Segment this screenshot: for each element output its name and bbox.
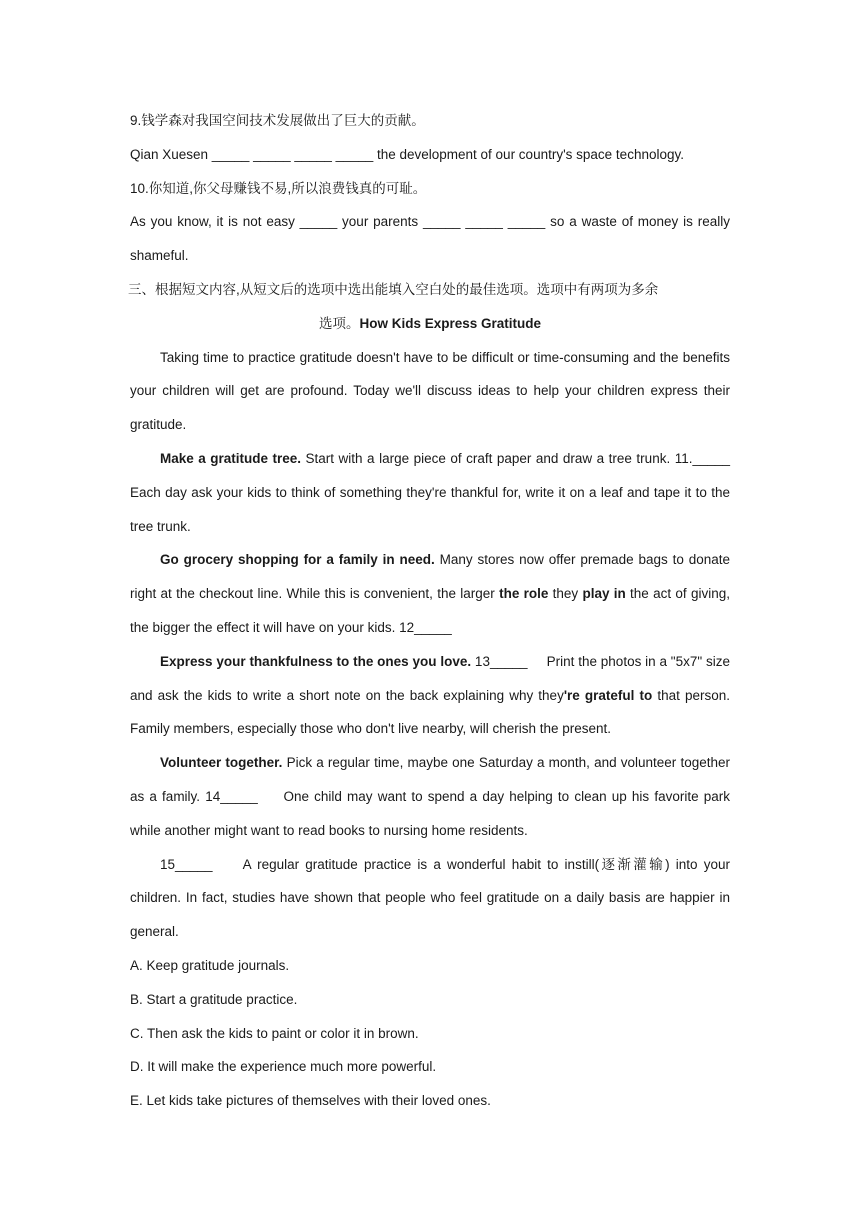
passage-intro: Taking time to practice gratitude doesn't have to be difficult or time-consuming and the benefits your children will get are profound. Today we'll discuss ideas to help your children express their gratitude.	[130, 349, 730, 433]
paragraph-2-bold-a: the role	[499, 586, 549, 602]
passage-paragraph-2	[130, 543, 730, 644]
option-a: A. Keep gratitude journals.	[130, 957, 290, 973]
paragraph-1-heading: Make a gratitude tree.	[160, 450, 302, 466]
document-page	[128, 104, 734, 1118]
option-b: B. Start a gratitude practice.	[130, 991, 298, 1007]
q9-sentence: Qian Xuesen _____ _____ _____ _____ the development of our country's space technology.	[130, 146, 684, 162]
paragraph-1-body: Start with a large piece of craft paper and draw a tree trunk. 11._____ Each day ask your kids to think of something they're thankful for, write it on a leaf and tape it to the tree trunk.	[130, 450, 731, 534]
paragraph-3-heading: Express your thankfulness to the ones you love.	[160, 653, 472, 669]
paragraph-3-bold: 're grateful to	[563, 687, 653, 703]
passage-paragraph-5: 15_____ A regular gratitude practice is a wonderful habit to instill(逐渐灌输) into your children. In fact, studies have shown that people who feel gratitude on a daily basis are happier in general.	[130, 856, 734, 940]
section-instructions: 三、根据短文内容,从短文后的选项中选出能填入空白处的最佳选项。选项中有两项为多余	[128, 281, 659, 297]
option-c: C. Then ask the kids to paint or color it in brown.	[130, 1025, 419, 1041]
paragraph-4-heading: Volunteer together.	[160, 755, 283, 771]
paragraph-3-body-a: 13_____ Print the photos in a "5x7" size and ask the kids to write a short note on the back explaining why they	[130, 653, 734, 703]
paragraph-2-body-b: they	[548, 586, 583, 602]
paragraph-2-body-c: the act of giving, the bigger the effect it will have on your kids. 12_____	[130, 586, 730, 635]
passage-paragraph-1	[130, 442, 730, 543]
passage-title: How Kids Express Gratitude	[359, 315, 542, 331]
section-instructions-cont: 选项。	[318, 315, 360, 331]
paragraph-4-body: Pick a regular time, maybe one Saturday a month, and volunteer together as a family. 14_____ One child may want to spend a day helping to clean up his favorite park while another might want to read books to nursing home residents.	[130, 755, 734, 838]
passage-paragraph-4	[130, 746, 734, 847]
passage-paragraph-3	[130, 645, 734, 746]
option-e: E. Let kids take pictures of themselves with their loved ones.	[130, 1093, 491, 1109]
paragraph-2-body-a: Many stores now offer premade bags to donate right at the checkout line. While this is convenient, the larger	[130, 552, 731, 602]
section-title-line	[130, 307, 730, 341]
q9-prompt: 9.钱学森对我国空间技术发展做出了巨大的贡献。	[130, 113, 425, 128]
option-d: D. It will make the experience much more powerful.	[130, 1059, 437, 1075]
paragraph-2-bold-b: play in	[582, 586, 626, 602]
q10-sentence: As you know, it is not easy _____ your parents _____ _____ _____ so a waste of money is really shameful.	[130, 214, 730, 264]
q10-prompt: 10.你知道,你父母赚钱不易,所以浪费钱真的可耻。	[130, 180, 427, 196]
paragraph-2-heading: Go grocery shopping for a family in need.	[160, 552, 435, 568]
paragraph-3-body-b: that person. Family members, especially those who don't live nearby, will cherish the present.	[130, 687, 730, 737]
